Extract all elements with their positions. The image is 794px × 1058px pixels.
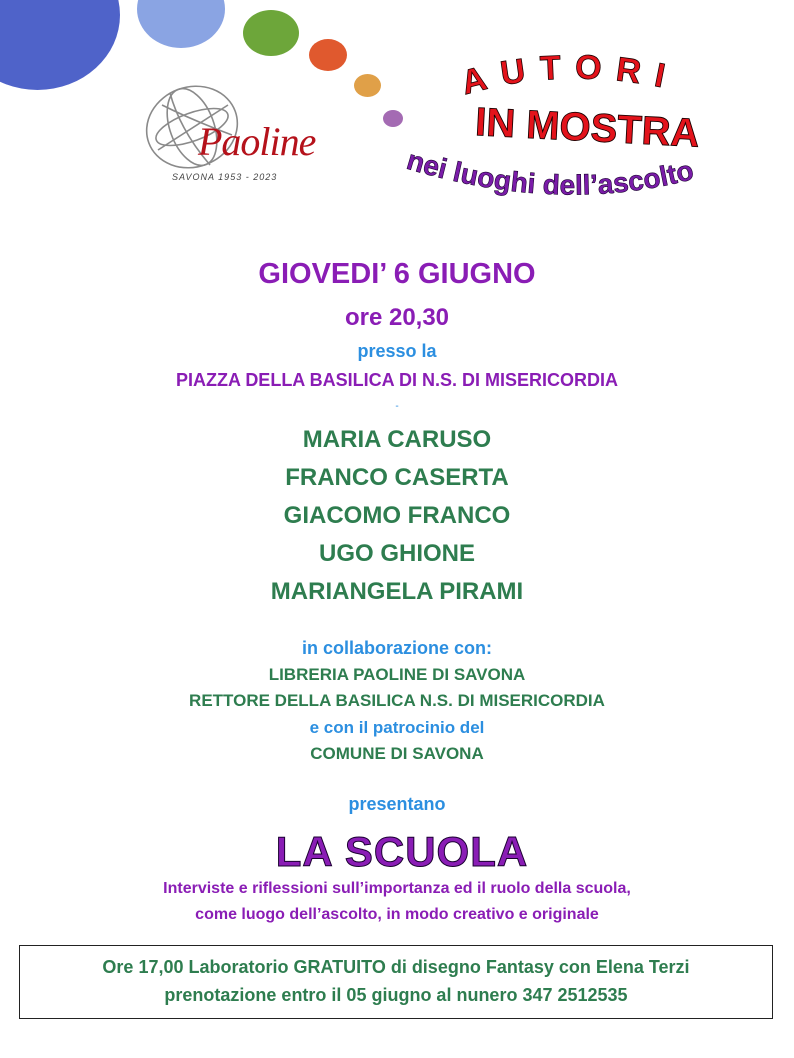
event-presso: presso la [357,341,437,361]
event-time: ore 20,30 [344,304,450,331]
author-name: UGO GHIONE [318,540,475,567]
description-line: come luogo dell’ascolto, in modo creativo e originale [195,906,599,923]
author-name: MARIANGELA PIRAMI [270,578,524,605]
collaboration-intro: in collaborazione con: [301,638,493,658]
title-graphic [390,50,770,240]
patronage-text: e con il patrocinio del [309,718,485,737]
logo-subtitle: SAVONA 1953 - 2023 [172,172,278,182]
workshop-line: Ore 17,00 Laboratorio GRATUITO di disegno Fantasy con Elena Terzi [102,957,690,977]
author-name: MARIA CARUSO [302,426,492,453]
description-line: Interviste e riflessioni sull’importanza ed il ruolo della scuola, [163,880,631,897]
patronage-comune: COMUNE DI SAVONA [310,744,484,763]
authors-list [0,425,794,615]
event-date: GIOVEDI’ 6 GIUGNO [258,258,536,290]
decorative-circle-green [243,10,299,56]
separator-dash: - [395,401,399,412]
author-name: FRANCO CASERTA [285,464,509,491]
workshop-booking: prenotazione entro il 05 giugno al nunero 347 2512535 [164,985,628,1005]
event-place: PIAZZA DELLA BASILICA DI N.S. DI MISERICORDIA [175,370,618,390]
headline-text: LA SCUOLA [275,828,529,875]
headline-la-scuola [247,820,557,884]
collaboration-partner: RETTORE DELLA BASILICA N.S. DI MISERICORDIA [189,691,605,710]
collaboration-partner: LIBRERIA PAOLINE DI SAVONA [268,665,526,684]
workshop-box [19,945,773,1019]
logo-wordmark: Paoline [198,119,316,164]
author-name: GIACOMO FRANCO [283,502,511,529]
presentano-label: presentano [348,794,446,814]
decorative-circle-amber [354,74,381,97]
title-subtitle: nei luoghi dell’ascolto [403,144,697,201]
decorative-circle-orange [309,39,347,71]
title-autori: AUTORI [457,50,682,103]
title-in-mostra: IN MOSTRA [474,100,701,156]
decorative-circle-navy [0,0,120,90]
decorative-circle-lightblue [137,0,225,48]
